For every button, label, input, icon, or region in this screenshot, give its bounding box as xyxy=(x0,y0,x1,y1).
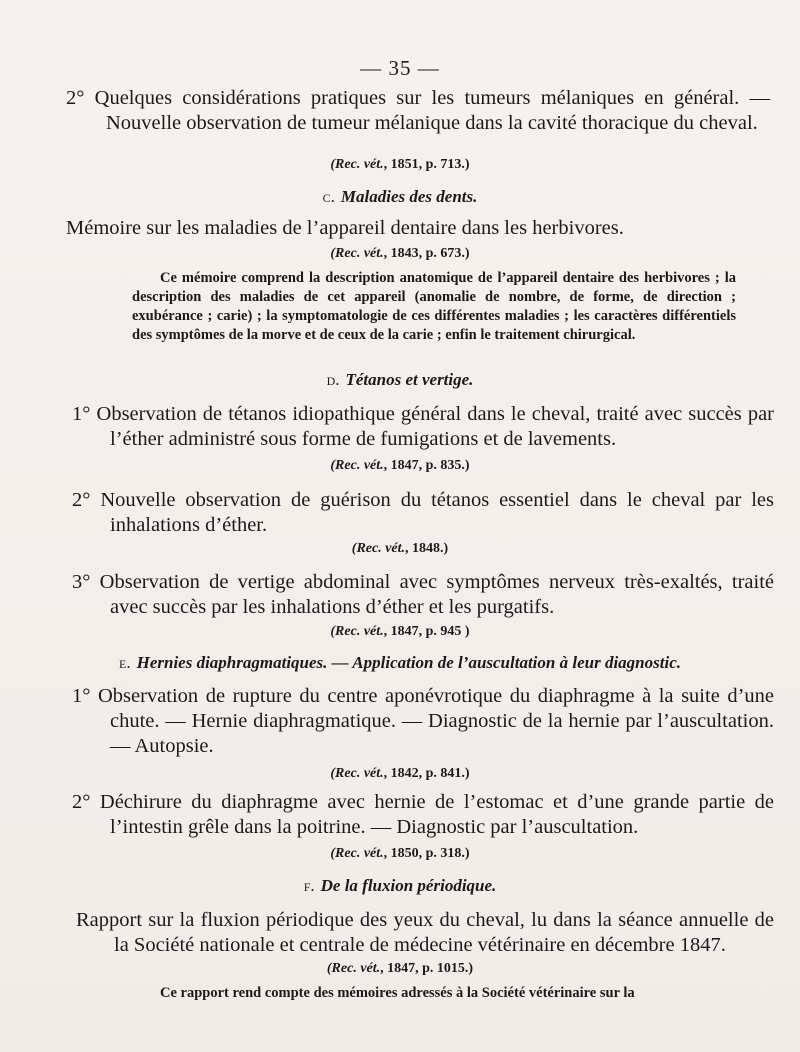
section-heading-c xyxy=(0,187,800,207)
page-number: — 35 — xyxy=(360,56,440,80)
entry-dental-memoir: Mémoire sur les maladies de l’appareil dentaire dans les herbivores. xyxy=(66,217,624,239)
ref-source: (Rec. vét. xyxy=(330,458,384,473)
section-letter: d. xyxy=(326,370,340,389)
ref-source: (Rec. vét. xyxy=(330,157,384,172)
reference-diaphragm-rupture xyxy=(0,766,800,782)
section-title: Hernies diaphragmatiques. — Application de l’auscultation à leur diagnostic. xyxy=(136,653,681,672)
entry-periodic-fluxion-report: Rapport sur la fluxion périodique des yeux du cheval, lu dans la séance annuelle de la Société nationale et centrale de médecine vétérinaire en décembre 1847. xyxy=(76,909,774,956)
entry-abdominal-vertigo: 3° Observation de vertige abdominal avec symptômes nerveux très-exaltés, traité avec succès par les inhalations d’éther et les purgatifs. xyxy=(72,571,774,618)
entry-tetanus-cure: 2° Nouvelle observation de guérison du tétanos essentiel dans le cheval par les inhalations d’éther. xyxy=(72,489,774,536)
note-text: Ce rapport rend compte des mémoires adressés à la Société vétérinaire sur la xyxy=(160,985,635,1001)
ref-source: (Rec. vét. xyxy=(326,961,381,976)
ref-details: , 1847, p. 945 ) xyxy=(383,624,470,639)
ref-details: , 1842, p. 841.) xyxy=(383,766,470,781)
section-title: Tétanos et vertige. xyxy=(345,370,474,389)
entry-diaphragm-tear: 2° Déchirure du diaphragme avec hernie de l’estomac et d’une grande partie de l’intestin grêle dans la poitrine. — Diagnostic par l’auscultation. xyxy=(72,791,774,838)
ref-source: (Rec. vét. xyxy=(330,624,384,639)
ref-details: , 1848.) xyxy=(405,541,449,556)
section-heading-f xyxy=(0,876,800,896)
entry-tetanus-observation: 1° Observation de tétanos idiopathique général dans le cheval, traité avec succès par l’éther administré sous forme de fumigations et de lavements. xyxy=(72,403,774,450)
note-periodic-fluxion-report xyxy=(132,984,736,1003)
section-letter: e. xyxy=(119,653,131,672)
ref-details: , 1847, p. 835.) xyxy=(383,458,470,473)
section-title: Maladies des dents. xyxy=(340,187,478,206)
ref-details: , 1847, p. 1015.) xyxy=(380,961,474,976)
reference-dental-memoir xyxy=(0,246,800,262)
ref-source: (Rec. vét. xyxy=(330,246,384,261)
section-letter: f. xyxy=(303,876,315,895)
reference-periodic-fluxion-report xyxy=(0,961,800,977)
reference-melanic-tumors xyxy=(0,157,800,173)
ref-source: (Rec. vét. xyxy=(351,541,406,556)
ref-details: , 1850, p. 318.) xyxy=(383,846,470,861)
ref-source: (Rec. vét. xyxy=(330,846,384,861)
section-title: De la fluxion périodique. xyxy=(320,876,497,895)
reference-diaphragm-tear xyxy=(0,846,800,862)
ref-details: , 1843, p. 673.) xyxy=(383,246,470,261)
ref-source: (Rec. vét. xyxy=(330,766,384,781)
reference-tetanus-observation xyxy=(0,458,800,474)
section-letter: c. xyxy=(322,187,335,206)
reference-abdominal-vertigo xyxy=(0,624,800,640)
reference-tetanus-cure xyxy=(0,541,800,557)
note-text: Ce mémoire comprend la description anatomique de l’appareil dentaire des herbivores ; la description des maladies de cet appareil (anomalie de nombre, de forme, de direction ; exubérance ; carie) ; la symptomatologie de ces différentes maladies ; les caractères différentiels des symptômes de la morve et de ceux de la carie ; enfin le traitement chirurgical. xyxy=(132,270,736,343)
section-heading-e xyxy=(0,653,800,673)
ref-details: , 1851, p. 713.) xyxy=(383,157,470,172)
entry-diaphragm-rupture: 1° Observation de rupture du centre aponévrotique du diaphragme à la suite d’une chute. — Hernie diaphragmatique. — Diagnostic de la hernie par l’auscultation. — Autopsie. xyxy=(72,685,774,757)
entry-melanic-tumors: 2° Quelques considérations pratiques sur les tumeurs mélaniques en général. — Nouvelle observation de tumeur mélanique dans la cavité thoracique du cheval. xyxy=(66,87,770,134)
section-heading-d xyxy=(0,370,800,390)
note-dental-memoir xyxy=(132,269,736,345)
